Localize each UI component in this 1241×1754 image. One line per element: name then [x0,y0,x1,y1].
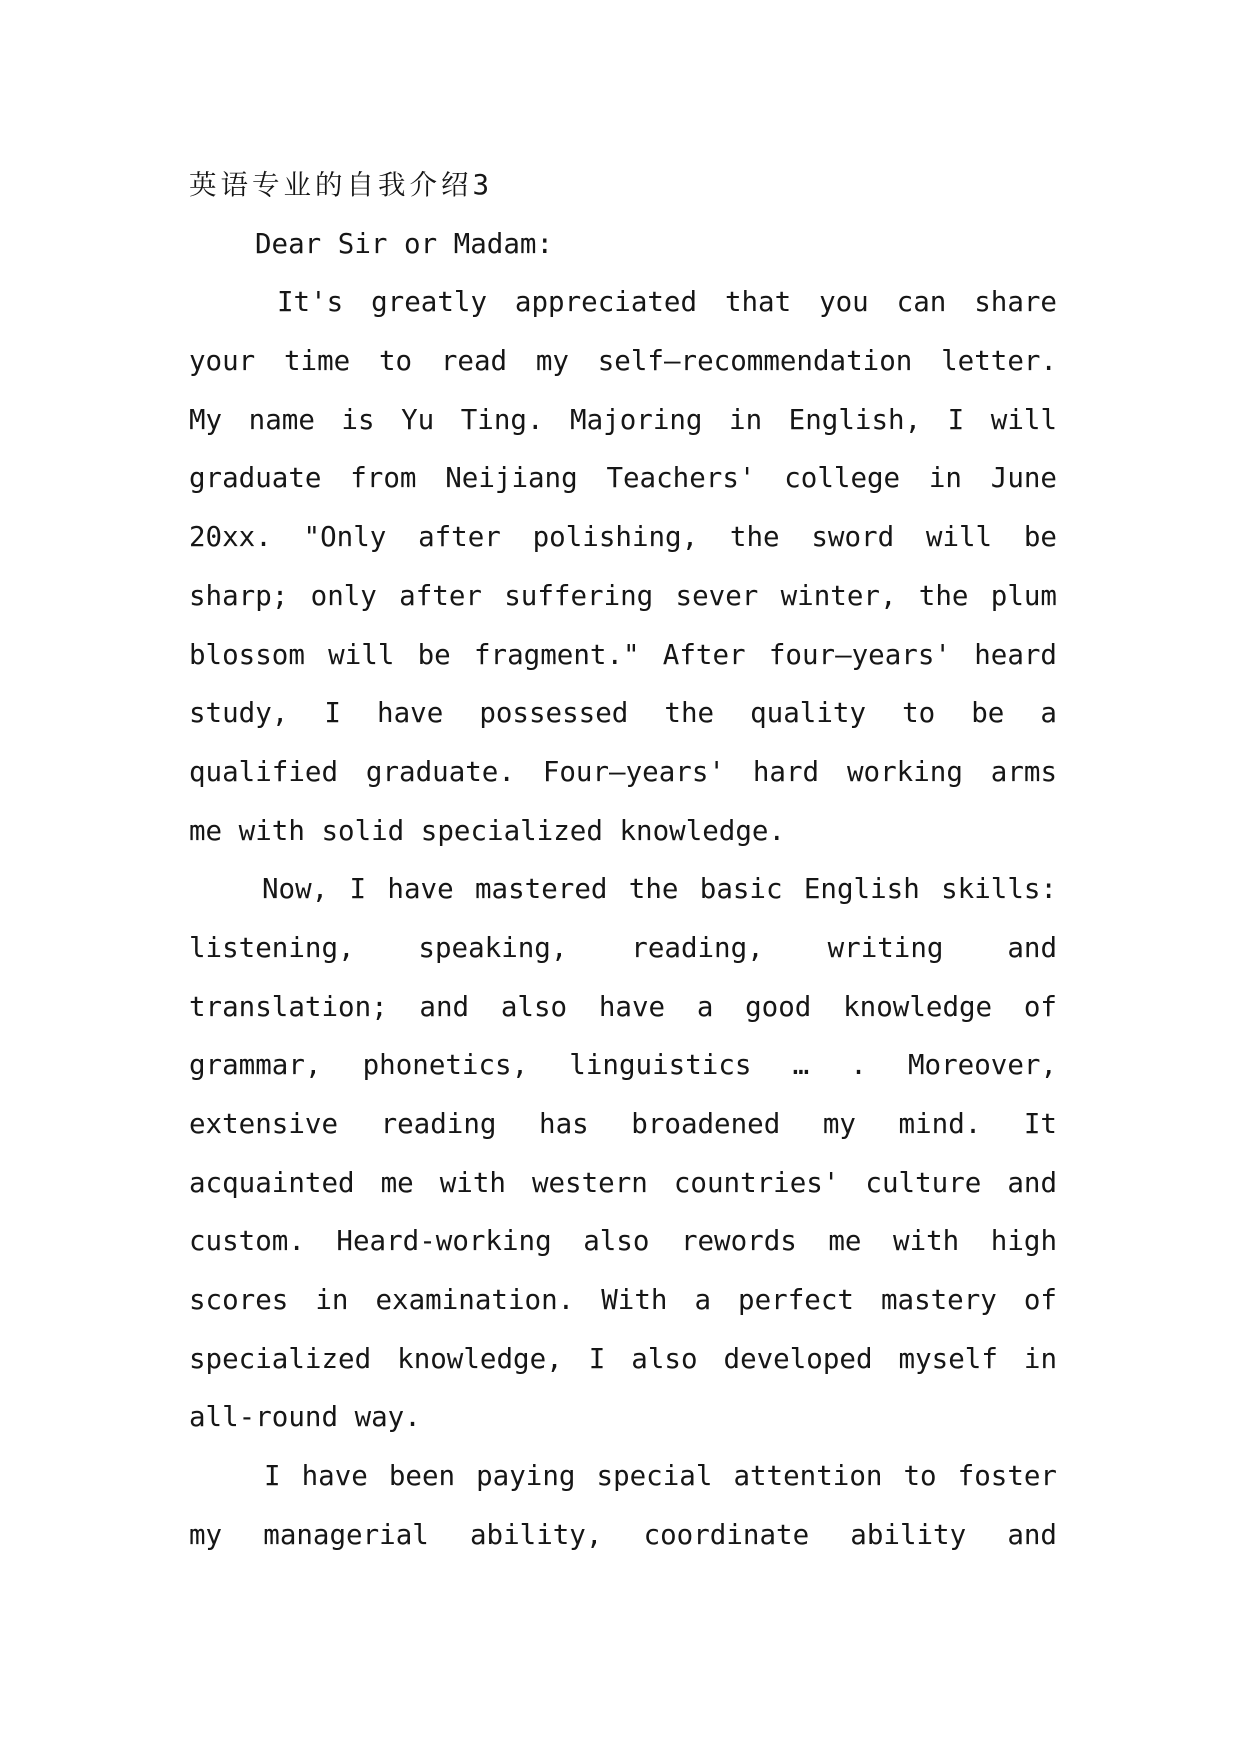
document-title: 英语专业的自我介绍3 [189,169,494,201]
paragraph-line: grammar, phonetics, linguistics … . Moreover, [189,1049,1057,1082]
paragraph-line: qualified graduate. Four—years' hard working arms [189,755,1057,788]
paragraph-line: I have been paying special attention to foster [264,1460,1057,1493]
abilities-paragraph [189,1447,1057,1564]
paragraph-line: scores in examination. With a perfect mastery of [189,1284,1057,1317]
paragraph-line: It's greatly appreciated that you can share [277,286,1057,319]
paragraph-line: my managerial ability, coordinate ability and [189,1518,1057,1551]
paragraph-line: sharp; only after suffering sever winter, the plum [189,579,1057,612]
paragraph-line: 20xx. "Only after polishing, the sword will be [189,521,1057,554]
paragraph-line: blossom will be fragment." After four—years' heard [189,638,1057,671]
paragraph-line: listening, speaking, reading, writing and [189,931,1057,964]
document-body [189,156,1057,1565]
paragraph-line: me with solid specialized knowledge. [189,814,786,847]
introduction-paragraph [189,273,1057,860]
paragraph-line: specialized knowledge, I also developed myself in [189,1342,1057,1375]
salutation-line: Dear Sir or Madam: [255,227,554,260]
paragraph-line: translation; and also have a good knowledge of [189,990,1057,1023]
paragraph-line: study, I have possessed the quality to be a [189,697,1057,730]
paragraph-line: acquainted me with western countries' culture and [189,1166,1057,1199]
skills-paragraph [189,860,1057,1447]
paragraph-line: your time to read my self—recommendation letter. [189,345,1057,378]
paragraph-line: Now, I have mastered the basic English skills: [262,873,1057,906]
salutation-paragraph [189,215,1057,274]
paragraph-line: extensive reading has broadened my mind. It [189,1108,1057,1140]
paragraph-line: custom. Heard-working also rewords me with high [189,1225,1057,1258]
paragraph-line: all-round way. [189,1401,421,1434]
paragraph-line: My name is Yu Ting. Majoring in English, I will [189,403,1057,436]
paragraph-line: graduate from Neijiang Teachers' college in June [189,462,1057,495]
